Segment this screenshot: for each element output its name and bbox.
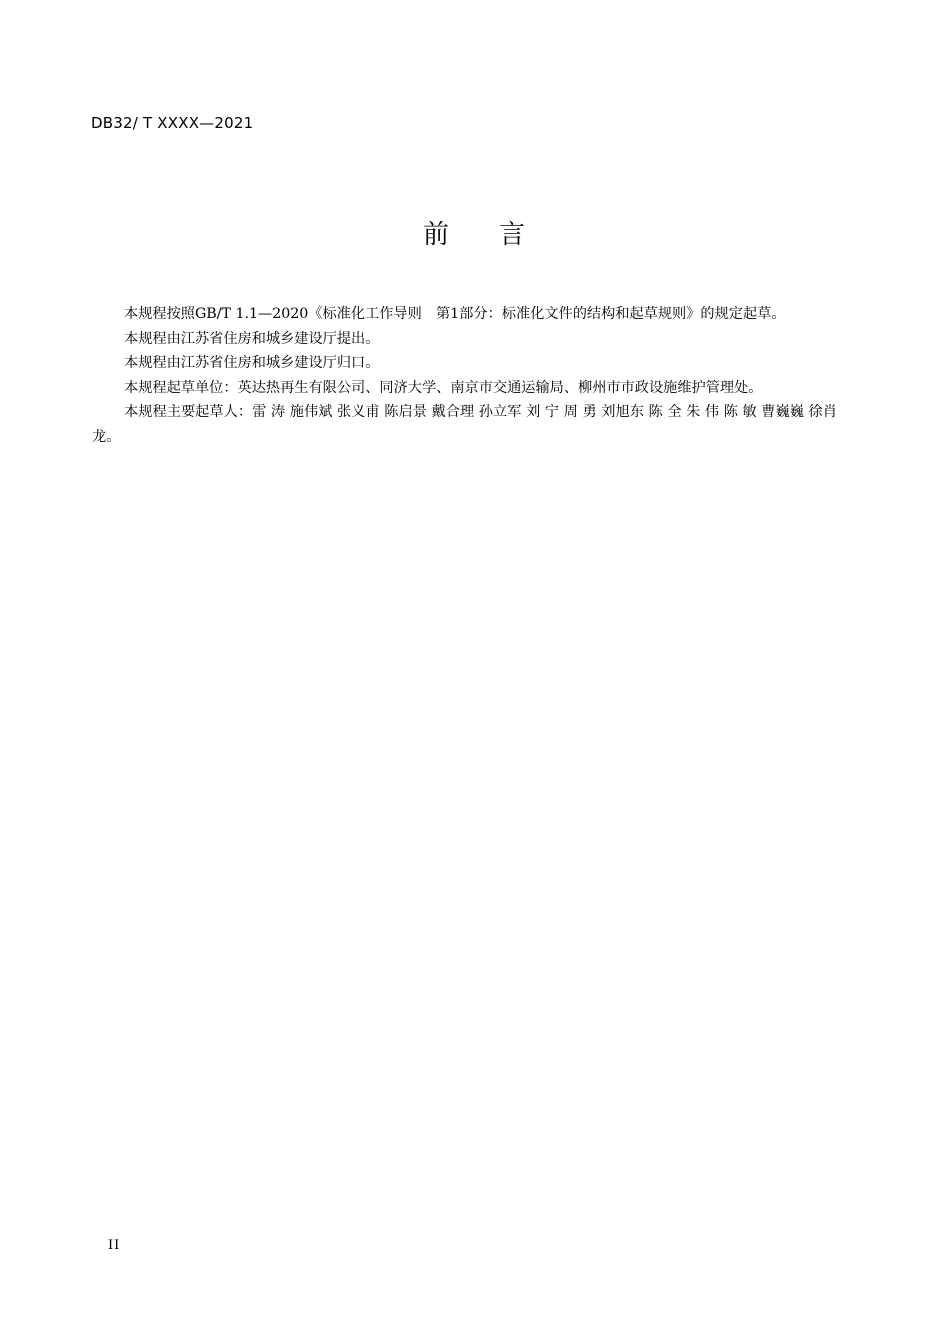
paragraph-standard-basis: 本规程按照GB/T 1.1—2020《标准化工作导则 第1部分：标准化文件的结构和起草规则》的规定起草。 xyxy=(124,306,786,322)
paragraph-main-drafters: 本规程主要起草人：雷 涛 施伟斌 张义甫 陈启景 戴合理 孙立军 刘 宁 周 勇 刘旭东 陈 全 朱 伟 陈 敏 曹巍巍 徐肖龙。 xyxy=(92,404,837,445)
paragraph-drafting-units: 本规程起草单位：英达热再生有限公司、同济大学、南京市交通运输局、柳州市市政设施维护管理处。 xyxy=(124,379,763,396)
paragraph-proposed-by: 本规程由江苏省住房和城乡建设厅提出。 xyxy=(124,330,380,347)
title-char-1: 前 xyxy=(422,220,451,250)
page-number: II xyxy=(108,1238,121,1253)
page-title xyxy=(0,214,950,251)
title-char-2: 言 xyxy=(499,220,528,250)
paragraph-centralized-by: 本规程由江苏省住房和城乡建设厅归口。 xyxy=(124,355,380,371)
foreword-body xyxy=(92,302,837,449)
document-code: DB32/ T XXXX—2021 xyxy=(91,114,254,132)
